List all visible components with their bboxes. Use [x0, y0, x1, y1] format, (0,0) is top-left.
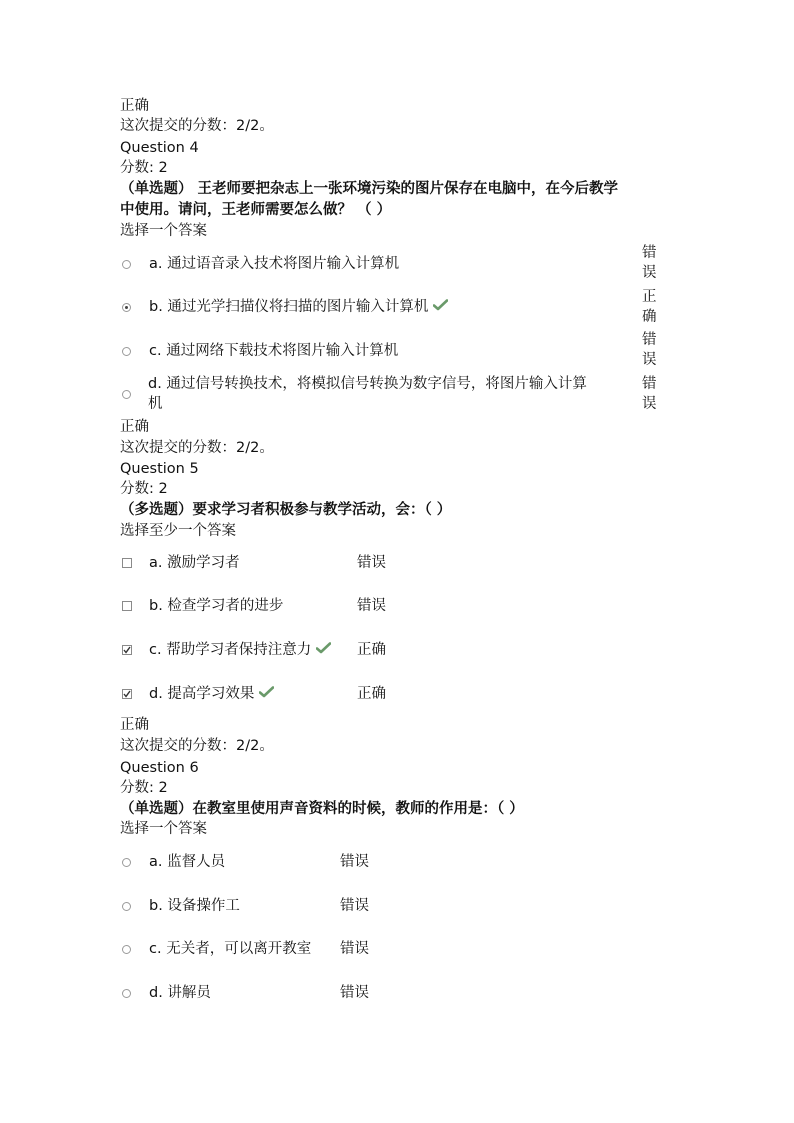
checkmark-icon [433, 297, 448, 317]
question-points: 分数: 2 [120, 160, 168, 176]
radio-button[interactable] [122, 945, 131, 954]
question-title: Question 6 [120, 760, 199, 776]
question-title: Question 5 [120, 461, 199, 477]
result-text: 正确 [120, 419, 149, 435]
feedback-label: 错误 [357, 598, 386, 614]
option-label: d. 提高学习效果 [149, 686, 255, 702]
option-d[interactable] [120, 683, 274, 705]
option-label: b. 设备操作工 [149, 898, 240, 914]
question-stem: （单选题） 王老师要把杂志上一张环境污染的图片保存在电脑中，在今后教学 [120, 181, 619, 197]
radio-button-selected[interactable] [122, 303, 131, 312]
answer-instruction: 选择一个答案 [120, 821, 207, 837]
option-label [148, 374, 638, 414]
score-line: 这次提交的分数：2/2。 [120, 738, 274, 754]
checkbox[interactable] [122, 558, 132, 568]
question-title: Question 4 [120, 140, 199, 156]
question-stem: （单选题）在教室里使用声音资料的时候，教师的作用是：（ ） [120, 801, 524, 817]
option-label: c. 无关者，可以离开教室 [149, 941, 312, 957]
score-line: 这次提交的分数：2/2。 [120, 440, 274, 456]
radio-button[interactable] [122, 347, 131, 356]
option-c[interactable] [120, 639, 331, 661]
option-label: a. 激励学习者 [149, 555, 240, 571]
option-label: c. 帮助学习者保持注意力 [149, 642, 312, 658]
option-b[interactable] [120, 296, 448, 318]
radio-button[interactable] [122, 858, 131, 867]
option-a[interactable] [120, 552, 240, 574]
question-points: 分数: 2 [120, 780, 168, 796]
answer-instruction: 选择一个答案 [120, 223, 207, 239]
radio-button[interactable] [122, 902, 131, 911]
checkbox-checked[interactable] [122, 689, 132, 699]
option-d[interactable] [120, 982, 211, 1004]
option-label: b. 通过光学扫描仪将扫描的图片输入计算机 [149, 299, 429, 315]
checkbox[interactable] [122, 601, 132, 611]
option-label-line1: d. 通过信号转换技术，将模拟信号转换为数字信号，将图片输入计算 [148, 376, 587, 392]
feedback-label: 正确 [642, 289, 657, 325]
feedback-label: 错误 [340, 985, 369, 1001]
option-c[interactable] [120, 340, 398, 362]
radio-button[interactable] [122, 989, 131, 998]
option-label: a. 通过语音录入技术将图片输入计算机 [149, 256, 400, 272]
feedback-label: 错误 [340, 854, 369, 870]
checkmark-icon [259, 684, 274, 704]
feedback-label: 正确 [357, 686, 386, 702]
result-text: 正确 [120, 717, 149, 733]
option-label: a. 监督人员 [149, 854, 226, 870]
radio-button[interactable] [122, 260, 131, 269]
score-line: 这次提交的分数：2/2。 [120, 118, 274, 134]
question-points: 分数: 2 [120, 481, 168, 497]
checkbox-checked[interactable] [122, 645, 132, 655]
result-text: 正确 [120, 98, 149, 114]
option-d[interactable] [120, 383, 149, 405]
feedback-label: 错误 [642, 332, 657, 368]
option-label: b. 检查学习者的进步 [149, 598, 284, 614]
option-a[interactable] [120, 851, 225, 873]
radio-button[interactable] [122, 390, 131, 399]
checkmark-icon [316, 640, 331, 660]
feedback-label: 错误 [340, 898, 369, 914]
question-stem: （多选题）要求学习者积极参与教学活动，会：（ ） [120, 502, 452, 518]
option-a[interactable] [120, 253, 399, 275]
answer-instruction: 选择至少一个答案 [120, 523, 236, 539]
feedback-label: 错误 [357, 555, 386, 571]
option-b[interactable] [120, 595, 283, 617]
option-c[interactable] [120, 938, 311, 960]
option-label: d. 讲解员 [149, 985, 211, 1001]
feedback-label: 错误 [642, 376, 657, 412]
feedback-label: 正确 [357, 642, 386, 658]
feedback-label: 错误 [340, 941, 369, 957]
question-stem-cont: 中使用。请问，王老师需要怎么做？ （ ） [120, 202, 392, 218]
option-label-line2: 机 [148, 396, 163, 412]
feedback-label: 错误 [642, 245, 657, 281]
option-label: c. 通过网络下载技术将图片输入计算机 [149, 343, 399, 359]
option-b[interactable] [120, 895, 240, 917]
